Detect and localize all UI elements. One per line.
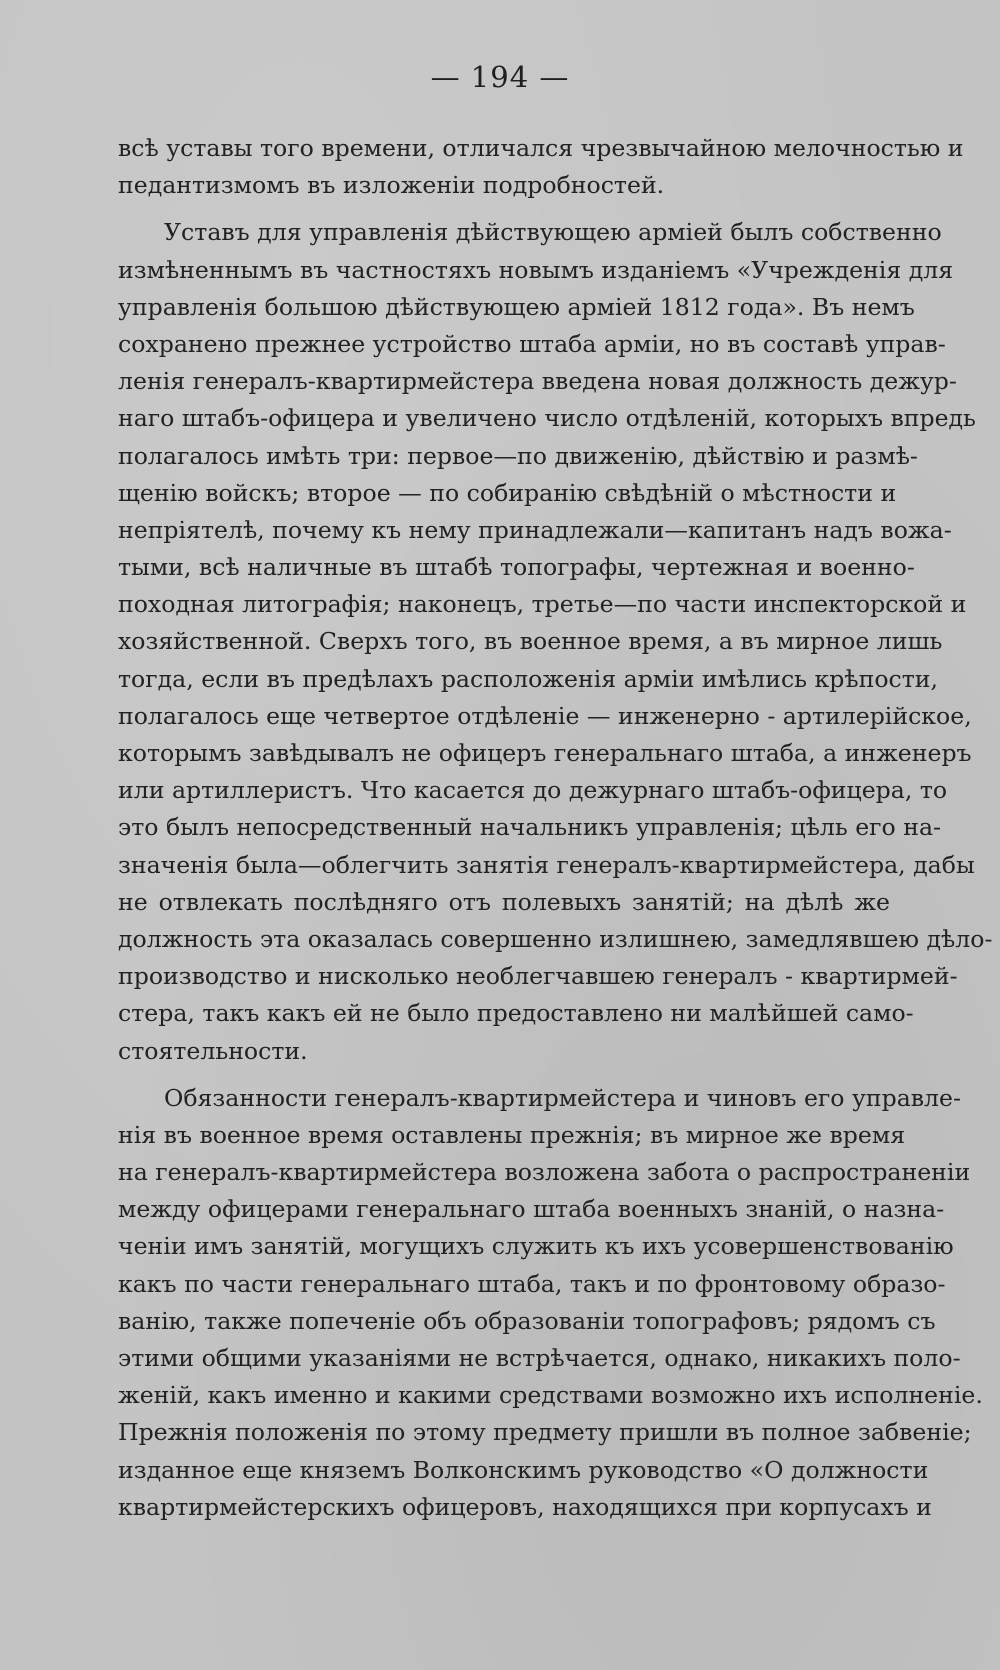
text-line: походная литографія; наконецъ, третье—по части инспекторской и [118,590,967,619]
text-line: педантизмомъ въ изложеніи подробностей. [118,171,665,200]
text-line: всѣ уставы того времени, отличался чрезвычайною мелочностью и [118,134,964,162]
text-line: это былъ непосредственный начальникъ управленія; цѣль его на- [118,813,941,842]
text-line: этими общими указаніями не встрѣчается, однако, никакихъ поло- [118,1344,961,1372]
text-line: сохранено прежнее устройство штаба арміи, но въ составѣ управ- [118,329,946,358]
text-line: Уставъ для управленія дѣйствующею арміей былъ собственно [164,218,942,247]
text-line: непріятелѣ, почему къ нему принадлежали—капитанъ надъ вожа- [118,515,952,544]
text-line: измѣненнымъ въ частностяхъ новымъ изданіемъ «Учрежденія для [118,255,954,284]
text-line: Прежнія положенія по этому предмету пришли въ полное забвеніе; [118,1418,972,1447]
text-line: полагалось имѣть три: первое—по движенію, дѣйствію и размѣ- [118,441,918,470]
text-line: не отвлекать послѣдняго отъ полевыхъ занятій; на дѣлѣ же [118,887,890,916]
text-line: квартирмейстерскихъ офицеровъ, находящихся при корпусахъ и [118,1492,932,1521]
paragraph [118,1080,983,1526]
text-line: ленія генералъ-квартирмейстера введена новая должность дежур- [118,367,957,396]
text-line: тыми, всѣ наличные въ штабѣ топографы, чертежная и военно- [118,553,915,582]
text-line: Обязанности генералъ-квартирмейстера и чиновъ его управле- [164,1083,961,1112]
text-line: полагалось еще четвертое отдѣленіе — инженерно - артилерійское, [118,701,972,730]
text-line: управленія большою дѣйствующею арміей 1812 года». Въ немъ [118,292,915,321]
text-line: хозяйственной. Сверхъ того, въ военное время, а въ мирное лишь [118,627,943,656]
body-text [118,130,993,1526]
text-line: ченіи имъ занятій, могущихъ служить къ ихъ усовершенствованію [118,1232,954,1261]
text-line: нія въ военное время оставлены прежнія; въ мирное же время [118,1120,906,1149]
paragraph [118,130,964,204]
text-line: щенію войскъ; второе — по собиранію свѣдѣній о мѣстности и [118,478,897,507]
paragraph [118,214,993,1069]
text-line: тогда, если въ предѣлахъ расположенія арміи имѣлись крѣпости, [118,664,939,693]
text-line: наго штабъ-офицера и увеличено число отдѣленій, которыхъ впредь [118,404,976,433]
text-line: значенія была—облегчить занятія генералъ-квартирмейстера, дабы [118,850,975,879]
text-line: между офицерами генеральнаго штаба военныхъ знаній, о назна- [118,1195,945,1224]
text-line: на генералъ-квартирмейстера возложена забота о распространеніи [118,1158,971,1187]
text-line: изданное еще княземъ Волконскимъ руководство «О должности [118,1455,929,1484]
text-line: должность эта оказалась совершенно излишнею, замедлявшею дѣло- [118,924,993,953]
text-line: женій, какъ именно и какими средствами возможно ихъ исполненіе. [118,1381,983,1410]
text-line: какъ по части генеральнаго штаба, такъ и по фронтовому образо- [118,1269,946,1298]
text-line: производство и нисколько необлегчавшею генералъ - квартирмей- [118,962,958,991]
text-line: ванію, также попеченіе объ образованіи топографовъ; рядомъ съ [118,1306,936,1335]
paragraph-gap [118,1070,890,1080]
text-line: стоятельности. [118,1036,308,1065]
text-line: или артиллеристъ. Что касается до дежурнаго штабъ-офицера, то [118,776,948,805]
text-line: стера, такъ какъ ей не было предоставлено ни малѣйшей само- [118,999,914,1028]
paragraph-gap [118,204,890,214]
page-number: — 194 — [430,60,570,94]
text-line: которымъ завѣдывалъ не офицеръ генеральнаго штаба, а инженеръ [118,739,972,767]
